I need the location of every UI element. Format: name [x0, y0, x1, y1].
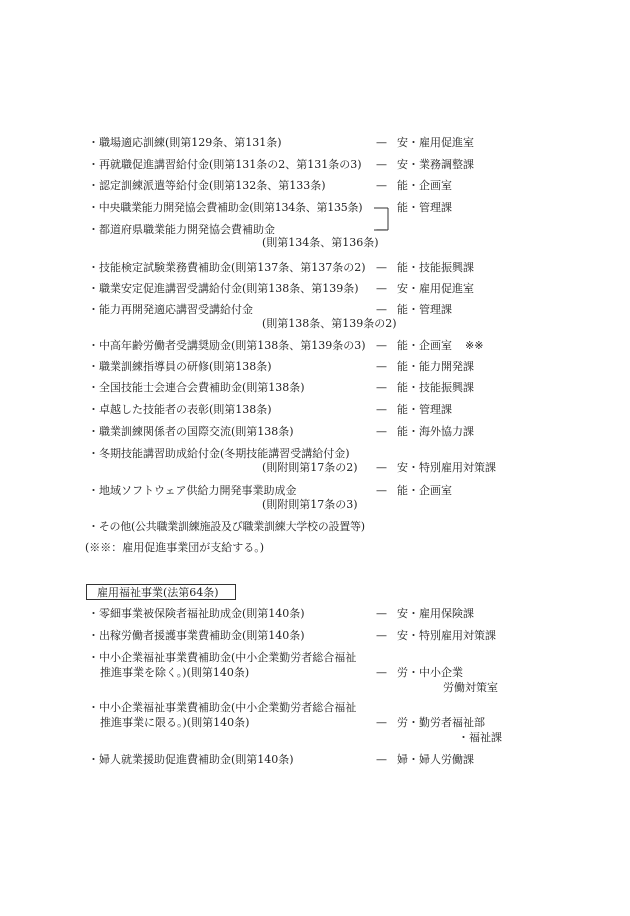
dash-separator: —: [376, 716, 387, 729]
dash-separator: —: [376, 484, 387, 497]
dash-separator: —: [376, 282, 387, 295]
footnote: (※※：雇用促進事業団が支給する。): [85, 541, 265, 554]
item-text: ・出稼労働者援護事業費補助金(則第140条): [88, 629, 305, 642]
item-text: ・職業訓練関係者の国際交流(則第138条): [88, 425, 294, 438]
dash-separator: —: [376, 179, 387, 192]
item-text: ・その他(公共職業訓練施設及び職業訓練大学校の設置等): [88, 520, 365, 533]
department-label: 安・特別雇用対策課: [397, 461, 496, 474]
item-text: ・都道府県職業能力開発協会費補助金: [88, 223, 275, 236]
item-article-ref: (則第134条、第136条): [262, 236, 379, 249]
section-heading-box: 雇用福祉事業(法第64条): [86, 584, 236, 600]
department-label: 能・海外協力課: [397, 425, 474, 438]
item-text: ・全国技能士会連合会費補助金(則第138条): [88, 381, 305, 394]
department-label: 能・管理課: [397, 201, 452, 214]
item-text: ・中小企業福祉事業費補助金(中小企業勤労者総合福祉: [88, 701, 357, 714]
department-label: 安・雇用保険課: [397, 607, 474, 620]
department-label: 能・管理課: [397, 403, 452, 416]
dash-separator: —: [376, 223, 387, 236]
item-text: ・中高年齢労働者受講奨励金(則第138条、第139条の3): [88, 339, 366, 352]
item-article-ref: (則第138条、第139条の2): [262, 317, 397, 330]
dash-separator: —: [376, 339, 387, 352]
department-label: 安・雇用促進室: [397, 282, 474, 295]
dash-separator: —: [376, 461, 387, 474]
item-text-continued: 推進事業に限る。)(則第140条): [100, 716, 250, 729]
department-label: 安・雇用促進室: [397, 136, 474, 149]
department-label: 能・技能振興課: [397, 381, 474, 394]
dash-separator: —: [376, 261, 387, 274]
dash-separator: —: [376, 403, 387, 416]
item-text: ・再就職促進講習給付金(則第131条の2、第131条の3): [88, 158, 362, 171]
department-label: 労・勤労者福祉部: [397, 716, 485, 729]
item-text-continued: 推進事業を除く。)(則第140条): [100, 666, 250, 679]
dash-separator: —: [376, 158, 387, 171]
item-text: ・中央職業能力開発協会費補助金(則第134条、第135条): [88, 201, 363, 214]
item-text: ・卓越した技能者の表彰(則第138条): [88, 403, 272, 416]
department-label-continued: 労働対策室: [443, 681, 498, 694]
item-article-ref: (則附則第17条の3): [262, 498, 358, 511]
item-text: ・零細事業被保険者福祉助成金(則第140条): [88, 607, 305, 620]
item-text: ・職業訓練指導員の研修(則第138条): [88, 360, 272, 373]
department-label: 能・企画室: [397, 179, 452, 192]
department-label: 能・企画室: [397, 484, 452, 497]
item-text: ・婦人就業援助促進費補助金(則第140条): [88, 753, 294, 766]
dash-separator: —: [376, 381, 387, 394]
dash-separator: —: [376, 607, 387, 620]
dash-separator: —: [376, 136, 387, 149]
dash-separator: —: [376, 666, 387, 679]
item-text: ・地域ソフトウェア供給力開発事業助成金: [88, 484, 297, 497]
item-text: ・能力再開発適応講習受講給付金: [88, 303, 253, 316]
note-mark: ※※: [465, 339, 484, 352]
department-label: 能・能力開発課: [397, 360, 474, 373]
item-text: ・中小企業福祉事業費補助金(中小企業勤労者総合福祉: [88, 651, 357, 664]
item-text: ・職場適応訓練(則第129条、第131条): [88, 136, 282, 149]
item-article-ref: (則附則第17条の2): [262, 461, 358, 474]
dash-separator: —: [376, 425, 387, 438]
dash-separator: —: [376, 629, 387, 642]
department-label: 婦・婦人労働課: [397, 753, 474, 766]
dash-separator: —: [376, 360, 387, 373]
department-label: 能・管理課: [397, 303, 452, 316]
item-text: ・職業安定促進講習受講給付金(則第138条、第139条): [88, 282, 359, 295]
department-label-continued: ・福祉課: [458, 731, 502, 744]
department-label: 能・企画室: [397, 339, 452, 352]
department-label: 安・業務調整課: [397, 158, 474, 171]
item-text: ・技能検定試験業務費補助金(則第137条、第137条の2): [88, 261, 366, 274]
dash-separator: —: [376, 303, 387, 316]
department-label: 能・技能振興課: [397, 261, 474, 274]
department-label: 労・中小企業: [397, 666, 463, 679]
item-text: ・認定訓練派遣等給付金(則第132条、第133条): [88, 179, 326, 192]
item-text: ・冬期技能講習助成給付金(冬期技能講習受講給付金): [88, 447, 350, 460]
department-label: 安・特別雇用対策課: [397, 629, 496, 642]
dash-separator: —: [376, 753, 387, 766]
